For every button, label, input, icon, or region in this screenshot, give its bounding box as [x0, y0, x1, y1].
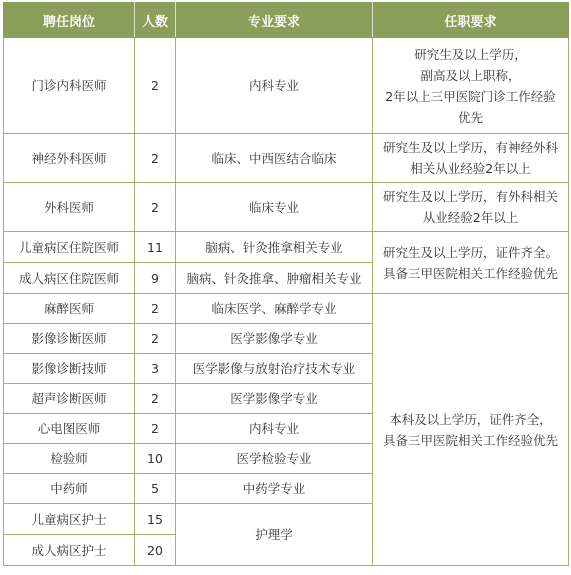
post-cell: 中药师	[4, 474, 135, 504]
header-major: 专业要求	[176, 3, 373, 38]
count-cell: 2	[135, 183, 176, 232]
count-cell: 3	[135, 354, 176, 384]
post-cell: 门诊内科医师	[4, 38, 135, 134]
count-cell: 2	[135, 384, 176, 414]
post-cell: 超声诊断医师	[4, 384, 135, 414]
count-cell: 15	[135, 504, 176, 535]
requirement-line: 具备三甲医院相关工作经验优先	[382, 265, 558, 281]
requirement-line: 优先	[457, 109, 483, 125]
requirement-line: 相关从业经验2年以上	[410, 161, 531, 176]
major-cell: 内科专业	[176, 414, 373, 444]
count-cell: 2	[135, 414, 176, 444]
major-cell: 脑病、针灸推拿、肿瘤相关专业	[176, 263, 373, 294]
major-cell: 护理学	[176, 504, 373, 566]
requirement-cell	[373, 134, 569, 183]
requirement-cell	[373, 232, 569, 294]
requirement-line: 本科及以上学历，证件齐全，	[389, 411, 552, 427]
header-count: 人数	[135, 3, 176, 38]
header-requirement: 任职要求	[373, 3, 569, 38]
post-cell: 神经外科医师	[4, 134, 135, 183]
count-cell: 2	[135, 134, 176, 183]
post-cell: 心电图医师	[4, 414, 135, 444]
requirement-line: 2年以上三甲医院门诊工作经验	[385, 88, 556, 104]
requirement-cell	[373, 294, 569, 566]
count-cell: 2	[135, 324, 176, 354]
count-cell: 20	[135, 535, 176, 566]
table-row	[4, 294, 569, 324]
major-cell: 医学影像学专业	[176, 324, 373, 354]
count-cell: 2	[135, 38, 176, 134]
post-cell: 成人病区护士	[4, 535, 135, 566]
requirement-line: 研究生及以上学历，证件齐全。	[382, 244, 558, 260]
requirement-cell	[373, 38, 569, 134]
count-cell: 5	[135, 474, 176, 504]
table-row	[4, 232, 569, 263]
requirement-cell	[373, 183, 569, 232]
major-cell: 临床、中西医结合临床	[176, 134, 373, 183]
major-cell: 临床医学、麻醉学专业	[176, 294, 373, 324]
requirement-line: 副高及以上职称，	[420, 67, 521, 83]
count-cell: 11	[135, 232, 176, 263]
table-row	[4, 183, 569, 232]
requirement-line: 研究生及以上学历，	[414, 46, 527, 62]
count-cell: 2	[135, 294, 176, 324]
requirement-line: 从业经验2年以上	[422, 210, 519, 225]
post-cell: 儿童病区护士	[4, 504, 135, 535]
header-post: 聘任岗位	[4, 3, 135, 38]
recruitment-table	[3, 2, 569, 566]
major-cell: 内科专业	[176, 38, 373, 134]
post-cell: 外科医师	[4, 183, 135, 232]
major-cell: 医学检验专业	[176, 444, 373, 474]
post-cell: 儿童病区住院医师	[4, 232, 135, 263]
count-cell: 10	[135, 444, 176, 474]
post-cell: 影像诊断技师	[4, 354, 135, 384]
requirement-line: 研究生及以上学历，有外科相关	[382, 189, 558, 204]
table-row	[4, 134, 569, 183]
major-cell: 临床专业	[176, 183, 373, 232]
post-cell: 麻醉医师	[4, 294, 135, 324]
requirement-line: 研究生及以上学历，有神经外科	[382, 140, 558, 155]
post-cell: 检验师	[4, 444, 135, 474]
major-cell: 医学影像学专业	[176, 384, 373, 414]
table-row	[4, 38, 569, 134]
major-cell: 医学影像与放射治疗技术专业	[176, 354, 373, 384]
count-cell: 9	[135, 263, 176, 294]
requirement-line: 具备三甲医院相关工作经验优先	[382, 432, 558, 448]
post-cell: 成人病区住院医师	[4, 263, 135, 294]
major-cell: 中药学专业	[176, 474, 373, 504]
recruitment-table-container	[3, 2, 569, 566]
post-cell: 影像诊断医师	[4, 324, 135, 354]
table-header-row	[4, 3, 569, 38]
major-cell: 脑病、针灸推拿相关专业	[176, 232, 373, 263]
